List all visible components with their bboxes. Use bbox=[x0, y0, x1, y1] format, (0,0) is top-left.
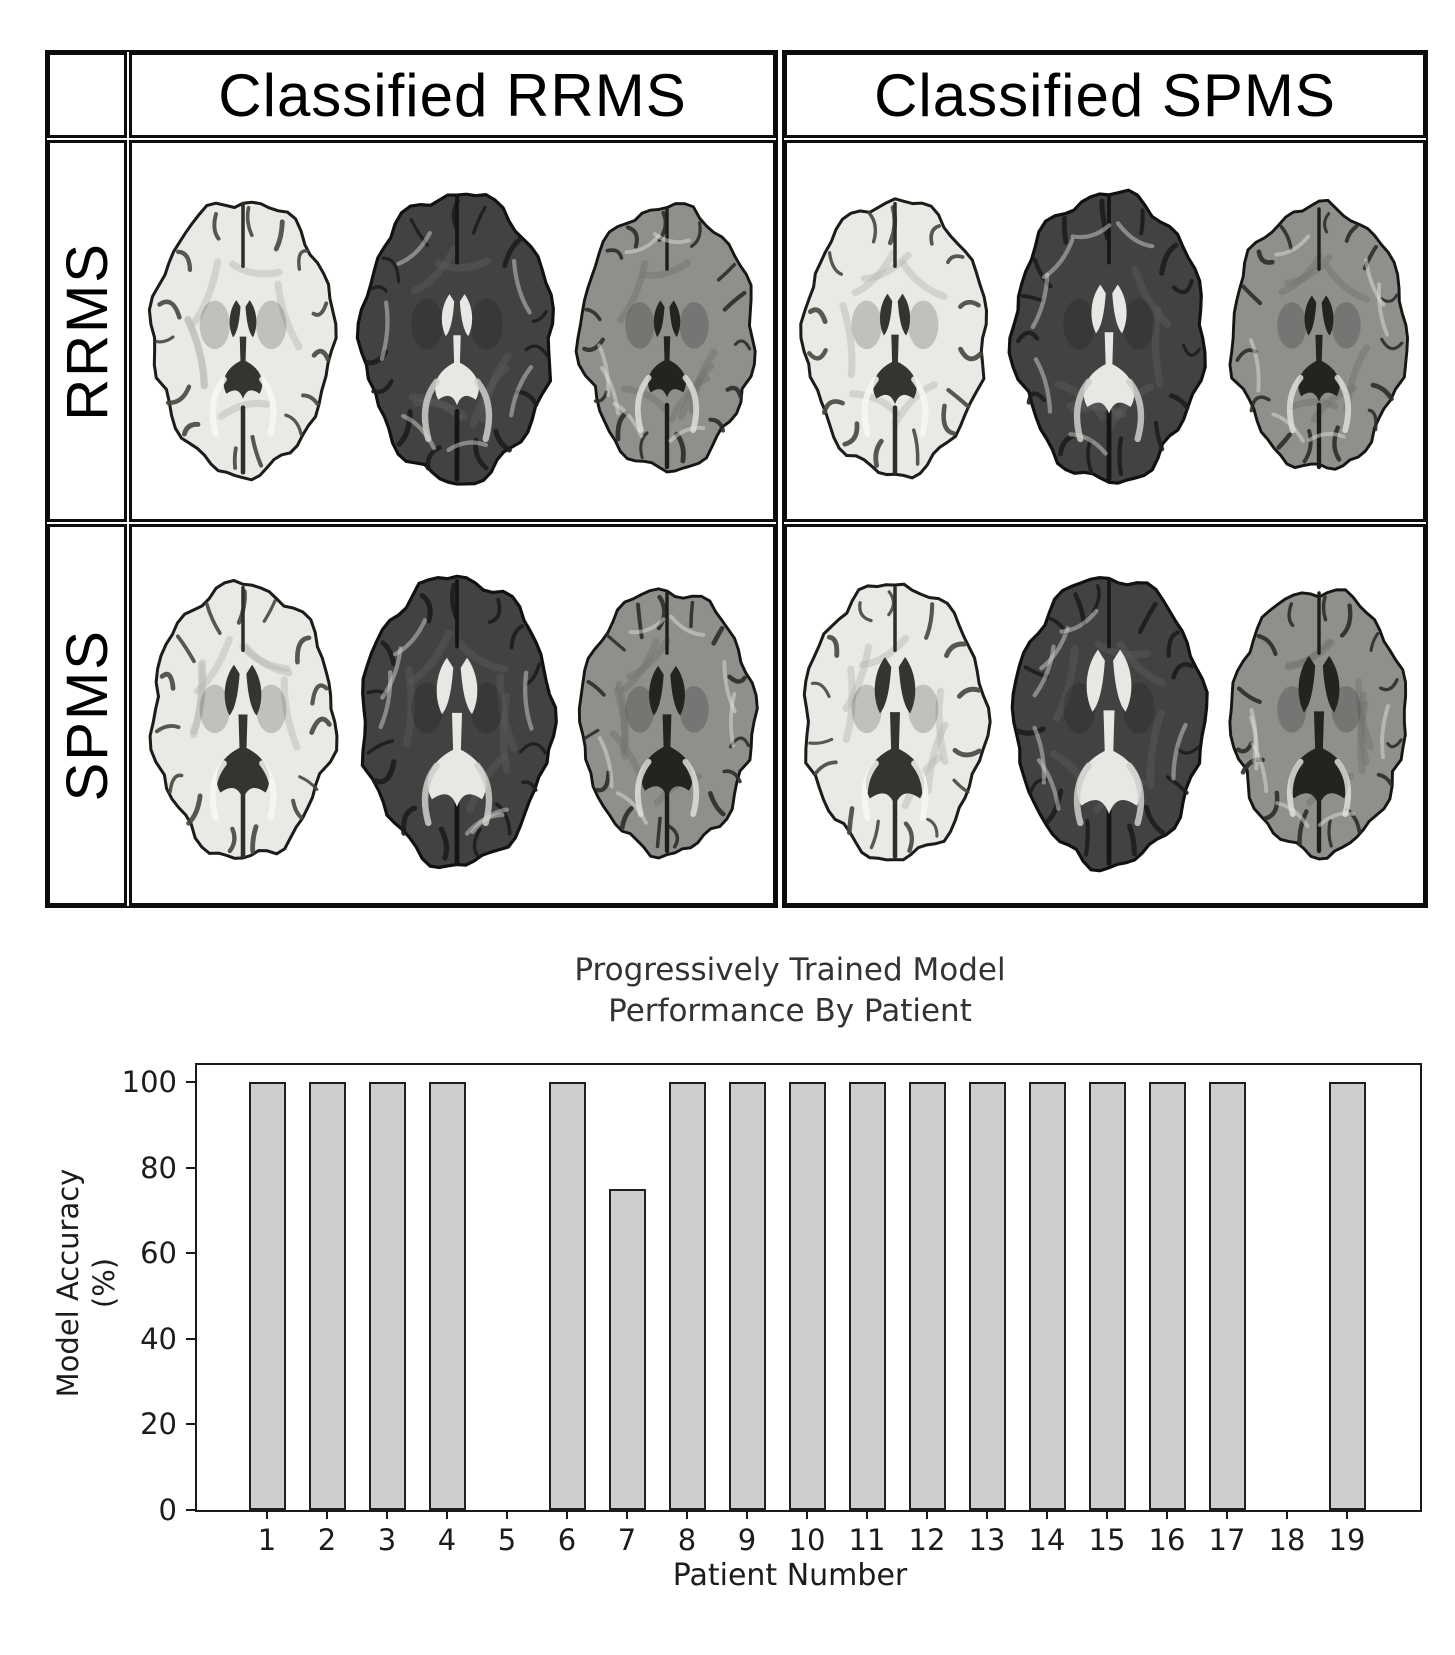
y-tick-label: 60 bbox=[140, 1236, 177, 1271]
y-tick-mark bbox=[186, 1252, 195, 1254]
chart-title bbox=[390, 950, 1190, 1032]
x-tick-mark bbox=[266, 1510, 268, 1519]
cell-rrms-classified-rrms bbox=[129, 140, 776, 522]
bar bbox=[309, 1082, 346, 1510]
x-tick-label: 1 bbox=[257, 1523, 277, 1557]
x-tick-mark bbox=[806, 1510, 808, 1519]
t2-like-dark-scan bbox=[350, 184, 564, 492]
x-tick-label: 10 bbox=[788, 1523, 826, 1557]
y-tick-label: 20 bbox=[140, 1407, 177, 1442]
x-tick-label: 17 bbox=[1208, 1523, 1246, 1557]
panel-classified-rrms bbox=[45, 50, 778, 908]
x-tick-mark bbox=[626, 1510, 628, 1519]
x-tick-label: 18 bbox=[1268, 1523, 1306, 1557]
bar bbox=[789, 1082, 826, 1510]
bar bbox=[669, 1082, 706, 1510]
x-tick-mark bbox=[326, 1510, 328, 1519]
bar bbox=[1149, 1082, 1186, 1510]
y-tick-mark bbox=[186, 1509, 195, 1511]
bar bbox=[1209, 1082, 1246, 1510]
t1-like-light-scan bbox=[794, 188, 996, 488]
y-tick-label: 80 bbox=[140, 1150, 177, 1185]
x-tick-mark bbox=[746, 1510, 748, 1519]
bar bbox=[1029, 1082, 1066, 1510]
y-tick-mark bbox=[186, 1081, 195, 1083]
x-tick-label: 19 bbox=[1328, 1523, 1366, 1557]
y-tick-mark bbox=[186, 1423, 195, 1425]
x-tick-mark bbox=[1106, 1510, 1108, 1519]
x-tick-mark bbox=[686, 1510, 688, 1519]
x-tick-mark bbox=[446, 1510, 448, 1519]
bar bbox=[429, 1082, 466, 1510]
x-tick-label: 16 bbox=[1148, 1523, 1186, 1557]
x-tick-mark bbox=[1226, 1510, 1228, 1519]
x-tick-mark bbox=[1046, 1510, 1048, 1519]
bar bbox=[909, 1082, 946, 1510]
x-tick-label: 15 bbox=[1088, 1523, 1126, 1557]
x-tick-mark bbox=[1286, 1510, 1288, 1519]
x-tick-mark bbox=[926, 1510, 928, 1519]
row-label-spms bbox=[47, 524, 127, 906]
t2-like-dark-scan bbox=[1002, 184, 1216, 492]
x-tick-label: 3 bbox=[377, 1523, 397, 1557]
panel-classified-spms bbox=[782, 50, 1428, 908]
x-tick-mark bbox=[986, 1510, 988, 1519]
y-axis-label-line1: Model Accuracy bbox=[51, 1168, 85, 1398]
bar bbox=[849, 1082, 886, 1510]
cell-rrms-classified-spms bbox=[784, 140, 1426, 522]
bar bbox=[549, 1082, 586, 1510]
column-header-classified-rrms bbox=[129, 52, 776, 138]
x-tick-label: 2 bbox=[317, 1523, 337, 1557]
corner-cell bbox=[47, 52, 127, 138]
cell-spms-classified-spms bbox=[784, 524, 1426, 906]
x-tick-label: 5 bbox=[497, 1523, 517, 1557]
flair-like-mid-scan bbox=[570, 190, 764, 486]
x-tick-label: 11 bbox=[848, 1523, 886, 1557]
flair-like-mid-scan bbox=[570, 574, 764, 870]
t1-like-light-scan bbox=[794, 572, 996, 872]
bar bbox=[729, 1082, 766, 1510]
x-tick-mark bbox=[1346, 1510, 1348, 1519]
chart-title-line2: Performance By Patient bbox=[608, 993, 972, 1029]
x-tick-mark bbox=[866, 1510, 868, 1519]
x-tick-label: 4 bbox=[437, 1523, 457, 1557]
t2-like-dark-scan bbox=[1002, 568, 1216, 876]
x-axis-label: Patient Number bbox=[672, 1558, 908, 1593]
x-tick-label: 8 bbox=[677, 1523, 697, 1557]
column-header-label: Classified RRMS bbox=[218, 61, 687, 129]
x-tick-label: 12 bbox=[908, 1523, 946, 1557]
x-tick-mark bbox=[386, 1510, 388, 1519]
x-tick-label: 13 bbox=[968, 1523, 1006, 1557]
cell-spms-classified-rrms bbox=[129, 524, 776, 906]
bar bbox=[969, 1082, 1006, 1510]
column-header-classified-spms bbox=[784, 52, 1426, 138]
bar bbox=[609, 1189, 646, 1510]
row-label-text: RRMS bbox=[54, 241, 120, 421]
y-tick-label: 0 bbox=[158, 1493, 177, 1527]
chart-title-line1: Progressively Trained Model bbox=[574, 952, 1006, 988]
bar bbox=[369, 1082, 406, 1510]
column-header-label: Classified SPMS bbox=[874, 61, 1336, 129]
bar bbox=[1089, 1082, 1126, 1510]
x-tick-label: 7 bbox=[617, 1523, 637, 1557]
y-tick-label: 100 bbox=[121, 1065, 177, 1099]
bar bbox=[249, 1082, 286, 1510]
x-tick-mark bbox=[1166, 1510, 1168, 1519]
flair-like-mid-scan bbox=[1222, 190, 1416, 486]
flair-like-mid-scan bbox=[1222, 574, 1416, 870]
y-tick-mark bbox=[186, 1338, 195, 1340]
row-label-rrms bbox=[47, 140, 127, 522]
x-tick-mark bbox=[566, 1510, 568, 1519]
x-tick-label: 6 bbox=[557, 1523, 577, 1557]
x-tick-label: 14 bbox=[1028, 1523, 1066, 1557]
x-tick-label: 9 bbox=[737, 1523, 757, 1557]
t1-like-light-scan bbox=[142, 188, 344, 488]
y-axis-label bbox=[50, 1123, 122, 1443]
t1-like-light-scan bbox=[142, 572, 344, 872]
y-axis-label-line2: (%) bbox=[87, 1257, 121, 1309]
row-label-text: SPMS bbox=[54, 628, 120, 802]
y-tick-mark bbox=[186, 1167, 195, 1169]
bar bbox=[1329, 1082, 1366, 1510]
x-tick-mark bbox=[506, 1510, 508, 1519]
t2-like-dark-scan bbox=[350, 568, 564, 876]
y-tick-label: 40 bbox=[140, 1321, 177, 1356]
